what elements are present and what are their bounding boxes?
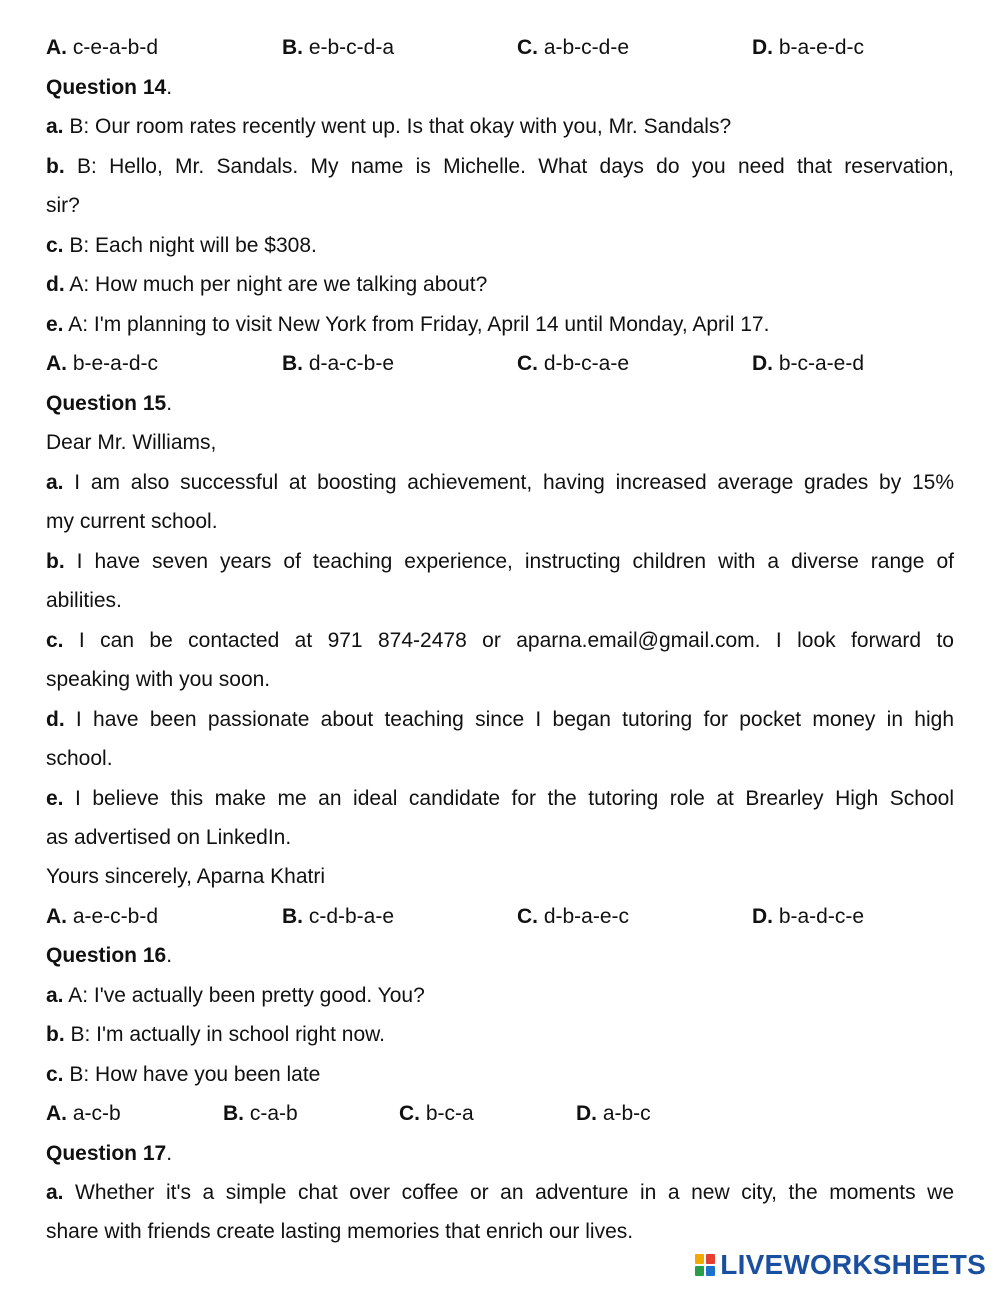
q14-item-d: d. A: How much per night are we talking about? [46,273,488,296]
q17-title: Question 17. [46,1142,173,1165]
q16-option-d[interactable]: D. a-b-c [576,1102,651,1125]
q14-option-c[interactable]: C. d-b-c-a-e [517,352,630,375]
q14-option-b[interactable]: B. d-a-c-b-e [282,352,395,375]
q16-option-b[interactable]: B. c-a-b [223,1102,298,1125]
q15-item-a: a. I am also successful at boosting achievement, having increased average grades by 15% [46,471,954,494]
q15-item-d-cont: school. [46,747,113,770]
q15-option-a[interactable]: A. a-e-c-b-d [46,905,159,928]
q16-options [46,1094,954,1133]
q15-option-d[interactable]: D. b-a-d-c-e [752,905,865,928]
q16-option-a[interactable]: A. a-c-b [46,1102,121,1125]
q13-option-a[interactable]: A. c-e-a-b-d [46,36,159,59]
q15-option-b[interactable]: B. c-d-b-a-e [282,905,395,928]
q15-item-b: b. I have seven years of teaching experience, instructing children with a diverse range of [46,550,954,573]
q14-item-e: e. A: I'm planning to visit New York from Friday, April 14 until Monday, April 17. [46,313,770,336]
q17-item-a: a. Whether it's a simple chat over coffee or an adventure in a new city, the moments we [46,1181,954,1204]
q14-item-c: c. B: Each night will be $308. [46,234,317,257]
q15-title: Question 15. [46,392,173,415]
q15-option-c[interactable]: C. d-b-a-e-c [517,905,630,928]
liveworksheets-cube-icon [694,1253,716,1277]
q13-options [46,28,954,67]
q13-option-b[interactable]: B. e-b-c-d-a [282,36,395,59]
q16-item-b: b. B: I'm actually in school right now. [46,1023,385,1046]
q15-item-b-cont: abilities. [46,589,122,612]
q15-item-c: c. I can be contacted at 971 874-2478 or aparna.email@gmail.com. I look forward to [46,629,954,652]
q14-title: Question 14. [46,76,173,99]
q15-options [46,897,954,936]
q14-option-d[interactable]: D. b-c-a-e-d [752,352,865,375]
q14-option-a[interactable]: A. b-e-a-d-c [46,352,159,375]
liveworksheets-logo-text: LIVEWORKSHEETS [720,1249,986,1280]
q15-salutation: Dear Mr. Williams, [46,431,217,454]
q16-item-a: a. A: I've actually been pretty good. You? [46,984,425,1007]
q15-item-d: d. I have been passionate about teaching since I began tutoring for pocket money in high [46,708,954,731]
q14-item-b: b. B: Hello, Mr. Sandals. My name is Michelle. What days do you need that reservation, [46,155,954,178]
q13-option-d[interactable]: D. b-a-e-d-c [752,36,865,59]
q15-item-a-cont: my current school. [46,510,218,533]
q15-item-c-cont: speaking with you soon. [46,668,271,691]
q13-option-c[interactable]: C. a-b-c-d-e [517,36,630,59]
q14-item-b-cont: sir? [46,194,80,217]
q15-item-e: e. I believe this make me an ideal candidate for the tutoring role at Brearley High School [46,787,954,810]
q16-item-c: c. B: How have you been late [46,1063,321,1086]
q17-item-a-cont: share with friends create lasting memories that enrich our lives. [46,1220,634,1243]
liveworksheets-logo[interactable] [694,1250,986,1280]
q14-options [46,344,954,383]
q14-item-a: a. B: Our room rates recently went up. Is that okay with you, Mr. Sandals? [46,115,732,138]
q15-item-e-cont: as advertised on LinkedIn. [46,826,292,849]
q16-option-c[interactable]: C. b-c-a [399,1102,474,1125]
q16-title: Question 16. [46,944,173,967]
q15-closing: Yours sincerely, Aparna Khatri [46,865,325,888]
